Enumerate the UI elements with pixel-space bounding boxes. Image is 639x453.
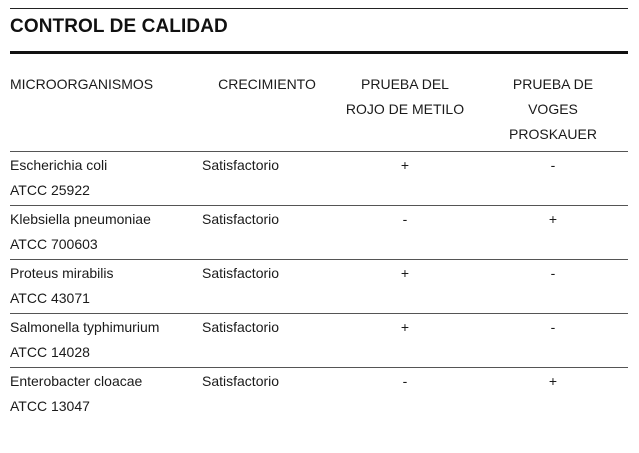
organism-name: Salmonella typhimurium (10, 319, 160, 335)
growth-cell: Satisfactorio (202, 314, 332, 368)
organism-cell (10, 368, 202, 422)
organism-cell (10, 260, 202, 314)
top-rule (10, 8, 628, 9)
growth-cell: Satisfactorio (202, 373, 280, 389)
organism-name: Klebsiella pneumoniae (10, 211, 151, 227)
methyl-red-cell: + (332, 152, 478, 206)
header-microorganisms: MICROORGANISMOS (10, 72, 202, 152)
header-growth: CRECIMIENTO (202, 72, 332, 152)
methyl-red-cell: + (332, 314, 478, 368)
table-header-row (10, 72, 628, 152)
section-title: CONTROL DE CALIDAD (10, 16, 228, 37)
header-voges-proskauer-test: PRUEBA DE VOGES PROSKAUER (478, 72, 628, 152)
voges-proskauer-cell: + (548, 373, 558, 389)
organism-cell (10, 314, 202, 368)
voges-proskauer-cell: - (478, 314, 628, 368)
methyl-red-cell: - (332, 206, 478, 260)
voges-proskauer-cell: + (478, 206, 628, 260)
methyl-red-cell: - (402, 373, 408, 389)
table-row (10, 368, 628, 422)
table-row (10, 152, 628, 206)
title-underline (10, 51, 628, 54)
organism-atcc: ATCC 13047 (10, 398, 90, 414)
voges-proskauer-cell: - (478, 152, 628, 206)
organism-cell (10, 152, 202, 206)
quality-control-table (10, 72, 628, 421)
growth-cell: Satisfactorio (202, 260, 332, 314)
table-row (10, 314, 628, 368)
organism-atcc: ATCC 43071 (10, 290, 90, 306)
organism-atcc: ATCC 25922 (10, 182, 90, 198)
organism-name: Proteus mirabilis (10, 265, 114, 281)
organism-name: Enterobacter cloacae (10, 373, 143, 389)
organism-name: Escherichia coli (10, 157, 108, 173)
growth-cell: Satisfactorio (202, 206, 332, 260)
table-row (10, 206, 628, 260)
header-methyl-red-test: PRUEBA DEL ROJO DE METILO (332, 72, 478, 152)
table-row (10, 260, 628, 314)
growth-cell: Satisfactorio (202, 152, 332, 206)
organism-atcc: ATCC 700603 (10, 236, 98, 252)
methyl-red-cell: + (332, 260, 478, 314)
voges-proskauer-cell: - (478, 260, 628, 314)
organism-cell (10, 206, 202, 260)
organism-atcc: ATCC 14028 (10, 344, 90, 360)
